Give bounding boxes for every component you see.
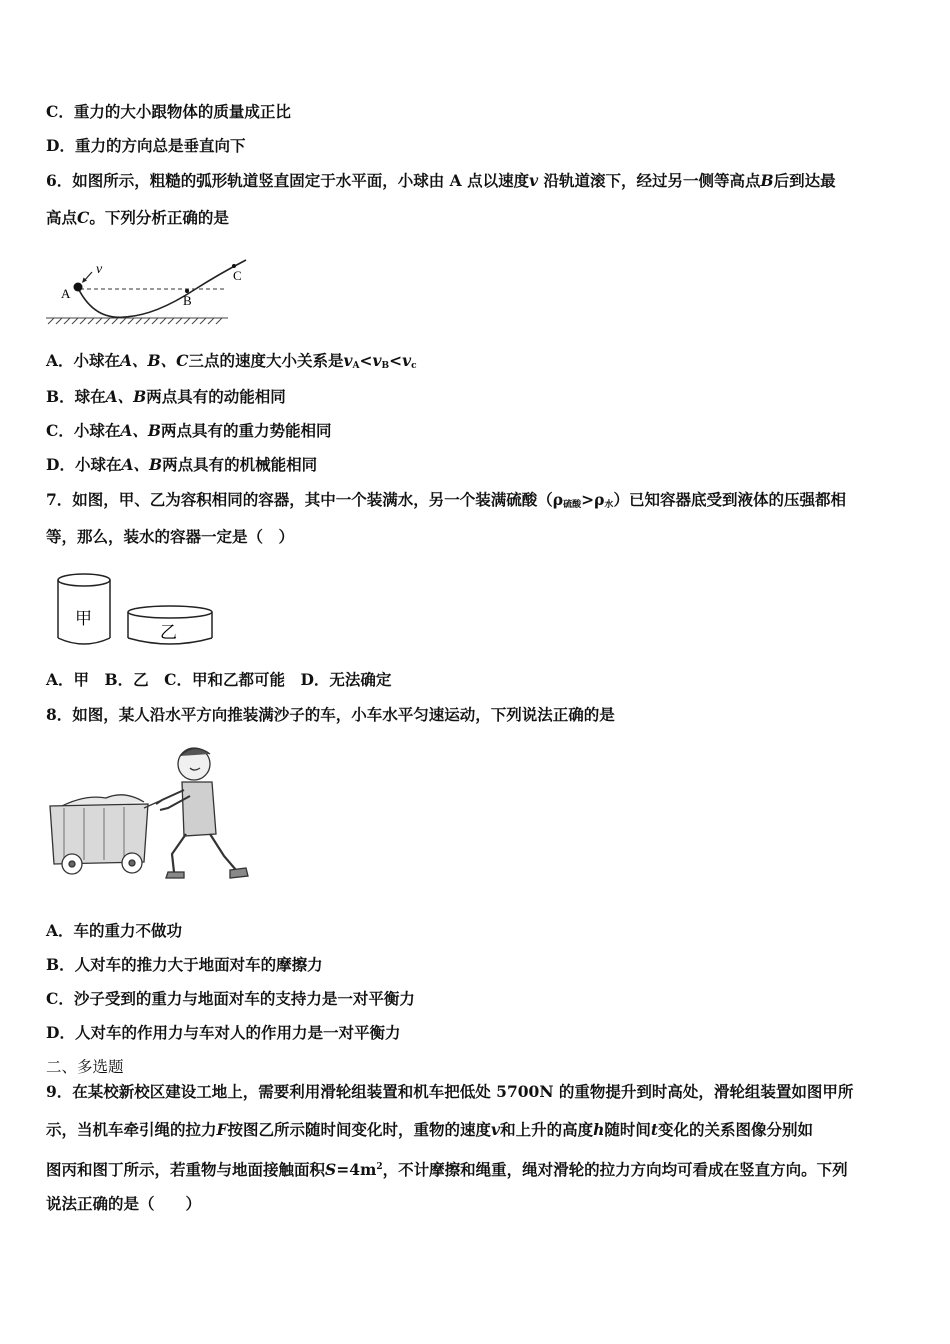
- section-title-multiple-choice: 二、多选题: [46, 1058, 124, 1076]
- q6-option-d: D．小球在A、B两点具有的机械能相同: [46, 455, 318, 474]
- q7-stem-line-2: 等，那么，装水的容器一定是（ ）: [46, 527, 295, 546]
- boy: [156, 748, 248, 878]
- q5-option-d: D．重力的方向总是垂直向下: [46, 136, 246, 155]
- ground-hatching: [46, 318, 228, 324]
- q8-option-d: D．人对车的作用力与车对人的作用力是一对平衡力: [46, 1023, 401, 1042]
- q6-option-b: B．球在A、B两点具有的动能相同: [46, 387, 286, 406]
- ball: [74, 283, 83, 292]
- label-v: v: [96, 262, 103, 277]
- q7-options: A．甲 B．乙 C．甲和乙都可能 D．无法确定: [46, 670, 392, 689]
- sand-cart: [50, 795, 162, 874]
- label-yi: 乙: [160, 623, 177, 643]
- q9-line-3: 图丙和图丁所示，若重物与地面接触面积$S=4m^2$，不计摩擦和绳重，绳对滑轮的拉力方向均可看成在竖直方向。下列: [46, 1160, 848, 1179]
- q6-track-figure: [44, 258, 250, 328]
- q5-option-c: C．重力的大小跟物体的质量成正比: [46, 102, 291, 121]
- q9-line-2: 示，当机车牵引绳的拉力F按图乙所示随时间变化时，重物的速度v和上升的高度h随时间t变化的关系图像分别如: [46, 1120, 814, 1139]
- q8-boy-pushing-cart: [44, 738, 250, 886]
- q7-containers-figure: [52, 568, 220, 652]
- q9-line-4: 说法正确的是（ ）: [46, 1194, 202, 1213]
- q8-option-a: A．车的重力不做功: [46, 921, 183, 940]
- q6-stem-line-1: 6．如图所示，粗糙的弧形轨道竖直固定于水平面，小球由 A 点以速度v 沿轨道滚下，经过另一侧等高点B后到达最: [46, 171, 836, 190]
- q8-option-c: C．沙子受到的重力与地面对车的支持力是一对平衡力: [46, 989, 415, 1008]
- q8-option-b: B．人对车的推力大于地面对车的摩擦力: [46, 955, 323, 974]
- label-b: B: [183, 293, 192, 308]
- label-jia: 甲: [75, 609, 92, 629]
- label-a: A: [61, 286, 71, 301]
- q6-stem-line-2: 高点C。下列分析正确的是: [46, 208, 229, 227]
- q7-stem-line-1: 7．如图，甲、乙为容积相同的容器，其中一个装满水，另一个装满硫酸$(\rho_{硫酸}>\rho_水)$已知容器底受到液体的压强都相: [46, 490, 846, 510]
- q9-line-1: 9．在某校新校区建设工地上，需要利用滑轮组装置和机车把低处 5700N 的重物提升到时高处，滑轮组装置如图甲所: [46, 1082, 854, 1101]
- q6-option-c: C．小球在A、B两点具有的重力势能相同: [46, 421, 332, 440]
- q6-option-a: A．小球在A、B、C三点的速度大小关系是$v_A<v_B<v_c$: [46, 351, 417, 371]
- q8-stem: 8．如图，某人沿水平方向推装满沙子的车，小车水平匀速运动，下列说法正确的是: [46, 705, 615, 724]
- label-c: C: [233, 268, 242, 283]
